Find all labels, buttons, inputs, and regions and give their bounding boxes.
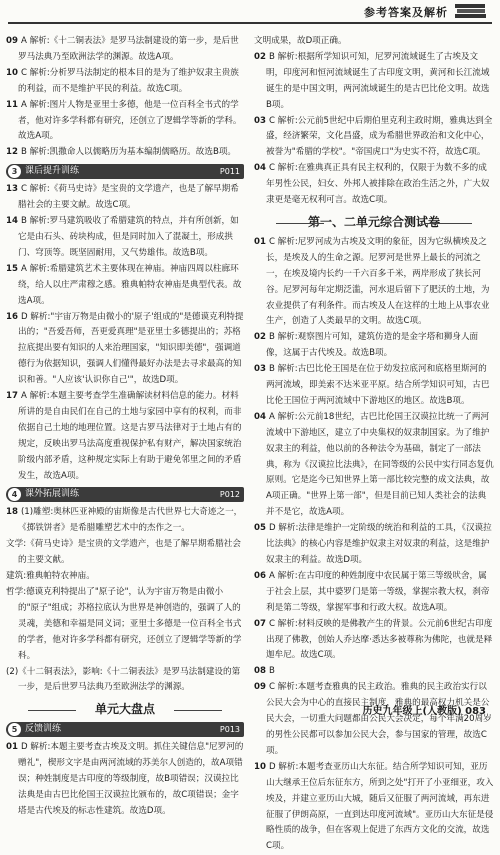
section-badge: 3	[8, 165, 21, 178]
answer-item	[254, 617, 494, 665]
answer-item	[254, 680, 494, 760]
section-bar	[6, 722, 244, 737]
right-column	[254, 34, 494, 855]
item-number: 09	[6, 36, 21, 46]
answer-item	[254, 521, 494, 569]
section-bar	[6, 487, 244, 502]
item-number: 01	[254, 236, 269, 247]
item-number: 04	[254, 163, 269, 174]
item-number: 03	[254, 115, 269, 126]
item-text: D 解析:"宇宙万物是由微小的'原子'组成的"是德谟克利特提出的；"吾爱吾师，吾更爱真理"是亚里士多德提出的；苏格拉底提出要有知识的人来治理国家，"知识即美德"，强调道德行为依据知识，强调人们懂得最好办法是去寻求最高的知识和善。"人应该'认识你自己'"，故选D项。	[18, 311, 244, 386]
answer-item	[6, 34, 244, 66]
item-number: 01	[6, 742, 21, 753]
answer-item	[254, 569, 494, 617]
item-number: 11	[6, 99, 21, 110]
item-text: 哲学:德谟克利特提出了"原子论"，认为宇宙万物是由微小的"原子"组成；苏格拉底认为世界是神创造的，强调了人的灵魂，美德和幸福是同义词；亚里士多德是一位百科全书式的学者，他对许多学科都有研究，还创立了逻辑学等新的学科。	[6, 587, 242, 661]
section-bar	[6, 164, 244, 179]
item-number: 09	[254, 682, 269, 693]
section-badge: 5	[8, 723, 21, 736]
item-number: 14	[6, 216, 21, 227]
item-number: 02	[254, 51, 269, 62]
item-number: 10	[254, 761, 269, 772]
answer-item	[254, 161, 494, 209]
item-number: 16	[6, 311, 21, 322]
answer-item	[254, 235, 494, 330]
item-text: D 解析:本题主要考查古埃及文明。抓住关键信息"尼罗河的赠礼"，楔形文字是由两河流域的苏美尔人创造的，故A项错误；种姓制度是古印度的等级制度，故B项错误；汉谟拉比法典是由古巴比伦国王汉谟拉比颁布的，故C项错误；金字塔是古代埃及的标志性建筑。故选D项。	[18, 742, 244, 816]
answer-item	[6, 145, 244, 161]
item-text: C 解析:《荷马史诗》是宝贵的文学遗产，也是了解早期希腊社会的主要文献。故选C项。	[18, 184, 239, 211]
header-rule	[8, 22, 492, 24]
item-text: 文学:《荷马史诗》是宝贵的文学遗产，也是了解早期希腊社会的主要文献。	[6, 539, 241, 566]
item-text: B 解析:观察图片可知，建筑仿造的是金字塔和狮身人面像，这属于古代埃及。故选B项。	[266, 332, 479, 359]
answer-item	[254, 760, 494, 855]
answer-item	[254, 330, 494, 362]
answer-item	[254, 362, 494, 410]
answer-item	[6, 182, 244, 214]
item-number: 13	[6, 184, 21, 195]
answer-item	[6, 310, 244, 390]
item-text: C 解析:材料反映的是佛教产生的背景。公元前6世纪古印度出现了佛教，创始人乔达摩·悉达多被尊称为佛陀，也就是释迦牟尼。故选C项。	[266, 618, 493, 661]
item-text: C 解析:公元前5世纪中后期伯里克利主政时期，雅典达到全盛，经济繁荣，文化昌盛，成为希腊世界政治和文化中心，被誉为"希腊的学校"。"帝国虎口"为史实不符，故选C项。	[266, 115, 493, 158]
item-number: 04	[254, 411, 269, 422]
section-page-code: P013	[219, 725, 240, 735]
item-text: A 解析:希腊建筑艺术主要体现在神庙。神庙四周以柱廊环绕，给人以庄严肃穆之感。雅典帕特农神庙是典型代表。故选A项。	[18, 263, 242, 306]
item-text: C 解析:本题考查雅典的民主政治。雅典的民主政治实行以公民大会为中心的直接民主制度，雅典的最高权力机关是公民大会，一切重大问题都由公民大会决定，每个年满20周岁的男性公民都可以参加公民大会，参与国家的管理，故选C项。	[266, 682, 492, 756]
item-text: B 解析:罗马建筑吸收了希腊建筑的特点，并有所创新，如它是由石头、砖块构成，但是同时加入了混凝土，形成拱门、穹顶等。既坚固耐用，又气势雄伟。故选B项。	[18, 216, 239, 258]
answer-item	[6, 389, 244, 484]
answer-item	[6, 569, 244, 585]
answer-item	[254, 664, 494, 680]
section-bar-label: 课外拓展训练	[25, 489, 80, 500]
section-title: 第一、二单元综合测试卷	[254, 215, 494, 231]
item-text: C 解析:在雅典真正具有民主权利的，仅限于为数不多的成年男性公民，妇女、外邦人被排除在政治生活之外，广大奴隶更是毫无权利可言。故选C项。	[266, 163, 490, 206]
item-text: A 解析:在古印度的种姓制度中农民属于第三等级吠舍，属于社会上层，其中婆罗门是第一等级，掌握宗教大权，刹帝利是第二等级，掌握军事和行政大权。故选A项。	[266, 570, 490, 613]
item-number: 06	[254, 570, 269, 581]
item-text: B 解析:古巴比伦王国是在位于幼发拉底河和底格里斯河的两河流域，即美索不达米亚平原。结合所学知识可知，古巴比伦王国位于两河流域中下游地区的地区。故选B项。	[266, 364, 490, 406]
answer-item	[254, 34, 494, 50]
answer-item	[6, 505, 244, 537]
answer-item	[6, 66, 244, 98]
answer-item	[6, 740, 244, 820]
answer-item	[254, 410, 494, 521]
item-text: A 解析:本题主要考查学生准确解读材料信息的能力。材料所讲的是自由民们在自己的土地与家园中享有的权利，而非依据自己土地的地理位置。这是古罗马法律对于土地占有的规定，反映出罗马法高度重视保护私有财产，解决国家统治阶级内部矛盾，这种规定实际上有助于避免邻里之间的矛盾发生，故选A项。	[18, 391, 242, 481]
section-bar-label: 课后提升训练	[25, 166, 80, 177]
page-header	[0, 0, 500, 24]
item-number: 03	[254, 364, 269, 375]
item-number: 08	[254, 666, 269, 677]
section-bar-label: 反馈训练	[25, 724, 62, 735]
answer-item	[254, 50, 494, 114]
answer-item	[6, 262, 244, 310]
item-text: (2)《十二铜表法》，影响:《十二铜表法》是罗马法制建设的第一步，是后世罗马法典乃至欧洲法学的渊源。	[6, 666, 241, 693]
answer-item	[6, 537, 244, 569]
answer-item	[6, 665, 244, 697]
answer-item	[254, 114, 494, 162]
section-badge: 4	[8, 488, 21, 501]
item-number: 15	[6, 263, 21, 274]
item-text: A 解析:公元前18世纪，古巴比伦国王汉谟拉比统一了两河流域中下游地区，建立了中央集权的奴隶制国家。为了维护奴隶主的利益，他以前的各种法令为基础，制定了一部法典，称为《汉谟拉比法典》，在同等级的公民中实行同态复仇原则。它是迄今已知世界上第一部比较完整的成文法典，故A项正确。"世界上第一部"，但是目前已知人类社会的法典并不是它，故选A项。	[266, 411, 494, 518]
item-text: A 解析:《十二铜表法》是罗马法制建设的第一步，是后世罗马法典乃至欧洲法学的渊源。故选A项。	[18, 36, 239, 62]
item-text: C 解析:尼罗河成为古埃及文明的象征，因为它纵横埃及之长，是埃及人的生命之源。尼罗河是世界上最长的河流之一，在埃及境内长约一千六百多千米，两岸形成了狭长河谷。尼罗河每年定期泛滥，河水退后留下了肥沃的土地，为农业提供了有利条件。而古埃及人在这样的土地上从事农业生产，创造了人类最早的文明。故选C项。	[266, 236, 490, 327]
section-title: 单元大盘点	[6, 702, 244, 718]
item-number: 12	[6, 147, 21, 158]
item-number: 17	[6, 391, 21, 402]
page-footer: 历史九年级上(人教版) 083	[362, 706, 486, 717]
item-number: 18	[6, 507, 21, 518]
item-number: 07	[254, 618, 269, 629]
item-number: 05	[254, 523, 269, 534]
item-text: D 解析:本题考查亚历山大东征。结合所学知识可知，亚历山大继承王位后东征东方，所到之处"打开了小亚细亚，攻入埃及，并建立亚历山大城，随后又征服了两河流域，再东进征服了伊朗高原，一直到达印度河流域"。亚历山大东征是侵略性质的战争，但在客观上促进了东西方文化的交流，故选C项。	[266, 761, 494, 852]
item-number: 02	[254, 332, 269, 343]
item-number: 10	[6, 67, 21, 78]
item-text: B	[268, 666, 275, 677]
item-text: C 解析:分析罗马法制定的根本目的是为了维护奴隶主贵族的利益，而不是维护平民的利益。故选C项。	[18, 67, 239, 94]
answer-item	[6, 585, 244, 665]
item-text: 文明成果，故D项正确。	[254, 36, 347, 46]
item-text: B 解析:凯撒命人以儒略历为基本编制儒略历。故选B项。	[20, 147, 237, 158]
header-title: 参考答案及解析	[364, 6, 448, 19]
item-text: D 解析:法律是维护一定阶级的统治和利益的工具，《汉谟拉比法典》的核心内容是维护奴隶主对奴隶的利益，这是维护奴隶主的利益。故选D项。	[266, 523, 492, 565]
section-page-code: P012	[219, 490, 240, 500]
item-text: A 解析:图片人物是亚里士多德，他是一位百科全书式的学者，他对许多学科都有研究，还创立了逻辑学等新的学科。故选A项。	[18, 99, 242, 142]
answer-item	[6, 98, 244, 146]
item-text: (1)雕塑:奥林匹亚神殿的宙斯像是古代世界七大奇迹之一，《掷铁饼者》是希腊雕塑艺术中的杰作之一。	[18, 507, 243, 534]
left-column	[6, 34, 244, 820]
books-icon	[454, 2, 488, 20]
section-page-code: P011	[219, 167, 240, 177]
item-text: B 解析:根据所学知识可知，尼罗河流域诞生了古埃及文明，印度河和恒河流域诞生了古印度文明，黄河和长江流域诞生的是中国文明，两河流域诞生的是古巴比伦文明。故选B项。	[266, 51, 490, 110]
answer-item	[6, 214, 244, 262]
item-text: 建筑:雅典帕特农神庙。	[6, 571, 95, 582]
